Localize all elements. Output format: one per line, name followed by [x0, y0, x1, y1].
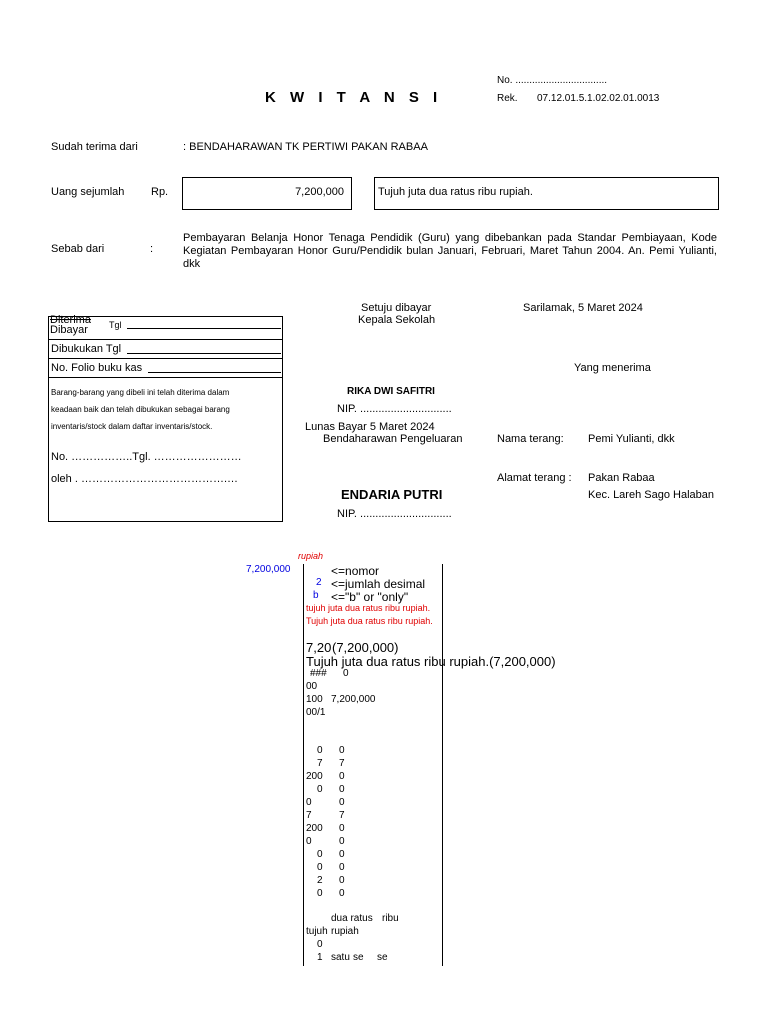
- note-line-1: Barang-barang yang dibeli ini telah diterima dalam: [51, 388, 230, 397]
- kec-value: Kec. Lareh Sago Halaban: [588, 489, 714, 501]
- nama-label: Nama terang:: [497, 433, 564, 445]
- tujuh: tujuh: [306, 926, 328, 937]
- combo-1b: (7,200,000): [332, 640, 399, 655]
- grid-r3a: 100: [306, 694, 323, 705]
- folio-underline: [148, 372, 281, 373]
- se-2: se: [377, 952, 388, 963]
- reason-text: Pembayaran Belanja Honor Tenaga Pendidik (Guru) yang dibebankan pada Standar Pembiayaan, Kode Kegiatan Pembayaran Honor Guru/Pendidik bulan Januari, Februari, Maret Tahun 2004. An. Pemi Yulianti, dkk: [183, 232, 717, 270]
- grid-row-b: 0: [339, 862, 345, 873]
- b-label: <="b" or "only": [331, 590, 409, 604]
- rupiah-label: rupiah: [298, 551, 324, 561]
- last-b: 1: [317, 952, 323, 963]
- place-date: Sarilamak, 5 Maret 2024: [523, 302, 643, 314]
- ribu: ribu: [382, 913, 399, 924]
- grid-row-a: 7: [317, 758, 323, 769]
- treasurer-name: ENDARIA PUTRI: [341, 487, 443, 502]
- rek-value: 07.12.01.5.1.02.02.01.0013: [537, 93, 660, 104]
- rp-label: Rp.: [151, 186, 169, 198]
- alamat-value: Pakan Rabaa: [588, 472, 655, 484]
- kepala-label: Kepala Sekolah: [358, 314, 436, 326]
- tgl-underline: [127, 328, 281, 329]
- bendaharawan-label: Bendaharawan Pengeluaran: [323, 433, 463, 445]
- dibukukan-label: Dibukukan Tgl: [51, 343, 122, 355]
- words-upper: Tujuh juta dua ratus ribu rupiah.: [306, 616, 433, 626]
- grid-row-b: 0: [339, 849, 345, 860]
- grid-row-a: 0: [317, 888, 323, 899]
- combo-1a: 7,20: [306, 640, 332, 655]
- grid-row-a: 0: [306, 836, 312, 847]
- grid-row-b: 0: [339, 823, 345, 834]
- divider: [48, 358, 283, 359]
- grid-row-b: 0: [339, 836, 345, 847]
- alamat-label: Alamat terang :: [497, 472, 572, 484]
- grid-row-b: 0: [339, 771, 345, 782]
- decimal-label: <=jumlah desimal: [331, 577, 426, 591]
- decimal-value: 2: [316, 577, 322, 588]
- grid-row-a: 200: [306, 823, 323, 834]
- grid-row-b: 0: [339, 745, 345, 756]
- diterima-label: Diterima: [50, 314, 91, 326]
- dibayar-label: Dibayar: [50, 324, 88, 336]
- grid-row-b: 0: [339, 888, 345, 899]
- grid-row-b: 7: [339, 758, 345, 769]
- amount-words: Tujuh juta dua ratus ribu rupiah.: [378, 186, 533, 198]
- dibukukan-underline: [127, 353, 281, 354]
- no-tgl-line: No. ……………..Tgl. ……………………: [51, 451, 242, 463]
- note-line-3: inventaris/stock dalam daftar inventaris/stock.: [51, 422, 213, 431]
- grid-r3b: 7,200,000: [331, 694, 376, 705]
- note-line-2: keadaan baik dan telah dibukukan sebagai barang: [51, 405, 230, 414]
- grid-row-a: 2: [317, 875, 323, 886]
- setuju-label: Setuju dibayar: [361, 302, 432, 314]
- receipt-number: No. .................................: [497, 75, 608, 86]
- last-a: 0: [317, 939, 323, 950]
- nama-value: Pemi Yulianti, dkk: [588, 433, 675, 445]
- grid-row-a: 0: [317, 745, 323, 756]
- grid-row-b: 0: [339, 797, 345, 808]
- grid-row-a: 0: [317, 784, 323, 795]
- se-1: se: [353, 952, 364, 963]
- grid-row-b: 0: [339, 784, 345, 795]
- folio-label: No. Folio buku kas: [51, 362, 143, 374]
- satu: satu: [331, 952, 350, 963]
- dua-ratus: dua ratus: [331, 913, 373, 924]
- divider: [48, 377, 283, 378]
- helper-line-right: [442, 564, 443, 966]
- rek-label: Rek.: [497, 93, 518, 104]
- combo-2: Tujuh juta dua ratus ribu rupiah.(7,200,000): [306, 654, 556, 669]
- nomor-label: <=nomor: [331, 564, 380, 578]
- amount-label: Uang sejumlah: [51, 186, 125, 198]
- helper-number: 7,200,000: [246, 564, 291, 575]
- nip-head: NIP. ..............................: [337, 403, 452, 415]
- yang-menerima: Yang menerima: [574, 362, 651, 374]
- document-title: K W I T A N S I: [265, 89, 443, 106]
- amount-value: 7,200,000: [295, 186, 344, 198]
- grid-row-a: 0: [306, 797, 312, 808]
- grid-r1b: 0: [343, 668, 349, 679]
- grid-row-b: 0: [339, 875, 345, 886]
- reason-colon: :: [150, 243, 154, 255]
- grid-r4a: 00/1: [306, 707, 326, 718]
- oleh-line: oleh . ………………………………….…: [51, 473, 239, 485]
- grid-row-a: 0: [317, 862, 323, 873]
- rupiah-2: rupiah: [331, 926, 359, 937]
- grid-row-b: 7: [339, 810, 345, 821]
- tgl-label: Tgl: [109, 320, 122, 330]
- head-name: RIKA DWI SAFITRI: [347, 386, 435, 397]
- received-from-value: : BENDAHARAWAN TK PERTIWI PAKAN RABAA: [183, 141, 428, 153]
- reason-label: Sebab dari: [51, 243, 105, 255]
- b-value: b: [313, 590, 319, 601]
- grid-row-a: 0: [317, 849, 323, 860]
- words-lower: tujuh juta dua ratus ribu rupiah.: [306, 603, 431, 613]
- grid-row-a: 7: [306, 810, 312, 821]
- helper-line-left: [303, 564, 304, 966]
- lunas-label: Lunas Bayar 5 Maret 2024: [305, 421, 435, 433]
- grid-r1a: ###: [310, 668, 327, 679]
- grid-row-a: 200: [306, 771, 323, 782]
- grid-r2a: 00: [306, 681, 318, 692]
- received-from-label: Sudah terima dari: [51, 141, 138, 153]
- nip-treasurer: NIP. ..............................: [337, 508, 452, 520]
- divider: [48, 339, 283, 340]
